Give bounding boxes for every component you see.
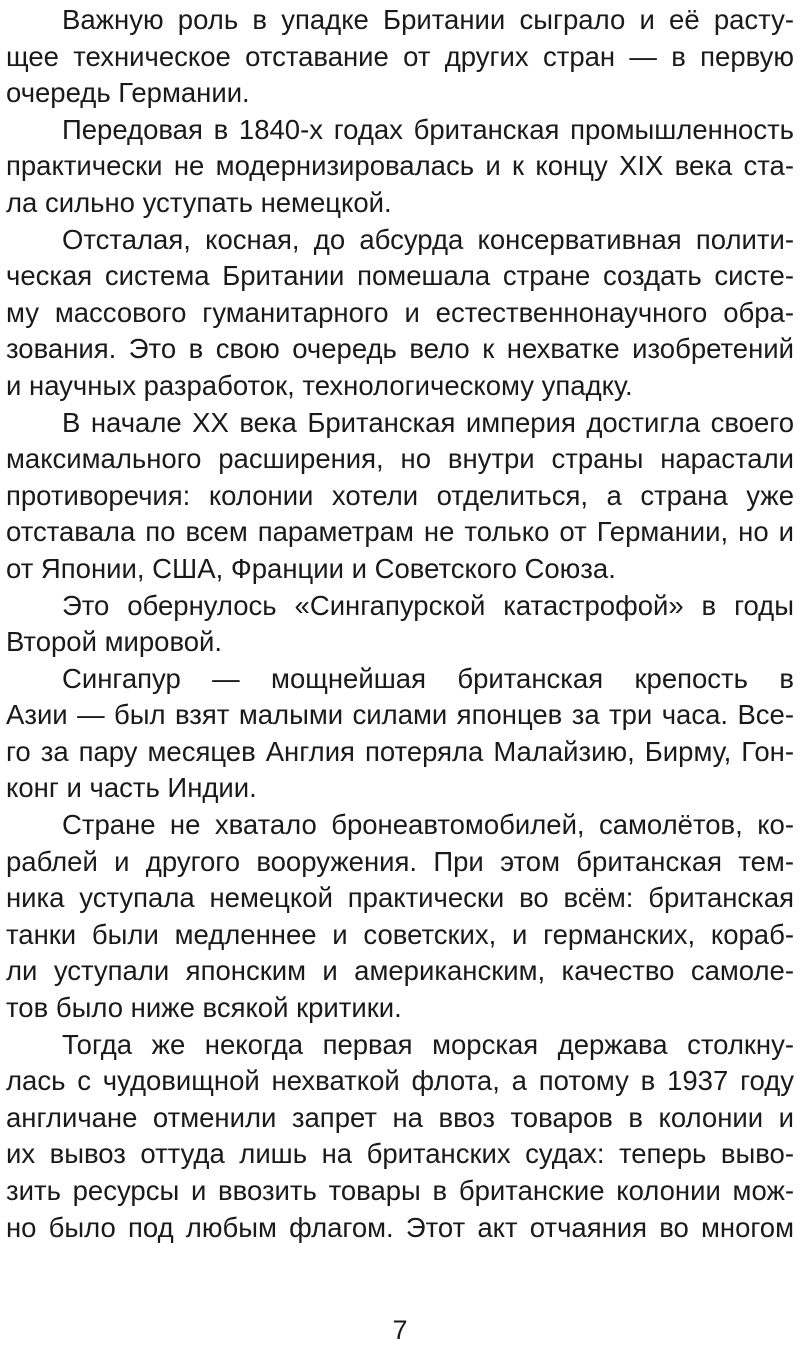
- text-line: ника уступала немецкой практически во всём: британская: [6, 882, 794, 914]
- text-line: щее техническое отставание от других стран — в первую: [6, 40, 794, 72]
- paragraph: [6, 2, 794, 112]
- text-line: Сингапур — мощнейшая британская крепость в: [62, 662, 794, 694]
- text-line: го за пару месяцев Англия потеряла Малайзию, Бирму, Гон-: [6, 735, 794, 767]
- text-line: Стране не хватало бронеавтомобилей, самолётов, ко-: [62, 809, 794, 841]
- text-line: зования. Это в свою очередь вело к нехватке изобретений: [6, 333, 794, 365]
- text-line: отставала по всем параметрам не только от Германии, но и: [6, 516, 794, 548]
- text-line: их вывоз оттуда лишь на британских судах: теперь выво-: [6, 1138, 794, 1170]
- text-line: от Японии, США, Франции и Советского Союза.: [6, 552, 616, 584]
- text-line: практически не модернизировалась и к концу XIX века ста-: [6, 150, 794, 182]
- text-line: Передовая в 1840-х годах британская промышленность: [62, 113, 794, 145]
- text-line: танки были медленнее и советских, и германских, кораб-: [6, 918, 794, 950]
- text-line: ли уступали японским и американским, качество самоле-: [6, 955, 794, 987]
- text-line: но было под любым флагом. Этот акт отчаяния во многом: [6, 1211, 794, 1243]
- paragraph: [6, 112, 794, 222]
- text-line: очередь Германии.: [6, 77, 250, 109]
- text-line: му массового гуманитарного и естественнонаучного обра-: [6, 296, 794, 328]
- paragraph: [6, 405, 794, 588]
- paragraph: [6, 807, 794, 1027]
- paragraph: [6, 588, 794, 661]
- text-line: ческая система Британии помешала стране создать систе-: [6, 260, 794, 292]
- page-number: 7: [392, 1315, 408, 1345]
- text-line: конг и часть Индии.: [6, 772, 257, 804]
- text-line: максимального расширения, но внутри страны нарастали: [6, 443, 794, 475]
- book-page: [6, 2, 794, 1246]
- text-line: и научных разработок, технологическому упадку.: [6, 369, 633, 401]
- body-text: [6, 2, 794, 1246]
- text-line: англичане отменили запрет на ввоз товаров в колонии и: [6, 1101, 794, 1133]
- text-line: противоречия: колонии хотели отделиться, а страна уже: [6, 479, 794, 511]
- text-line: Второй мировой.: [6, 626, 223, 658]
- text-line: Тогда же некогда первая морская держава столкну-: [62, 1028, 794, 1060]
- text-line: ла сильно уступать немецкой.: [6, 186, 392, 218]
- text-line: лась с чудовищной нехваткой флота, а потому в 1937 году: [6, 1065, 794, 1097]
- text-line: Это обернулось «Сингапурской катастрофой» в годы: [62, 589, 794, 621]
- paragraph: [6, 222, 794, 405]
- text-line: Отсталая, косная, до абсурда консервативная полити-: [62, 223, 794, 255]
- text-line: В начале XX века Британская империя достигла своего: [62, 406, 794, 438]
- paragraph: [6, 661, 794, 807]
- text-line: Азии — был взят малыми силами японцев за три часа. Все-: [6, 699, 794, 731]
- text-line: тов было ниже всякой критики.: [6, 992, 402, 1024]
- text-line: раблей и другого вооружения. При этом британская тем-: [6, 845, 794, 877]
- paragraph: [6, 1027, 794, 1247]
- text-line: Важную роль в упадке Британии сыграло и её расту-: [62, 4, 794, 35]
- text-line: зить ресурсы и ввозить товары в британские колонии мож-: [6, 1175, 794, 1206]
